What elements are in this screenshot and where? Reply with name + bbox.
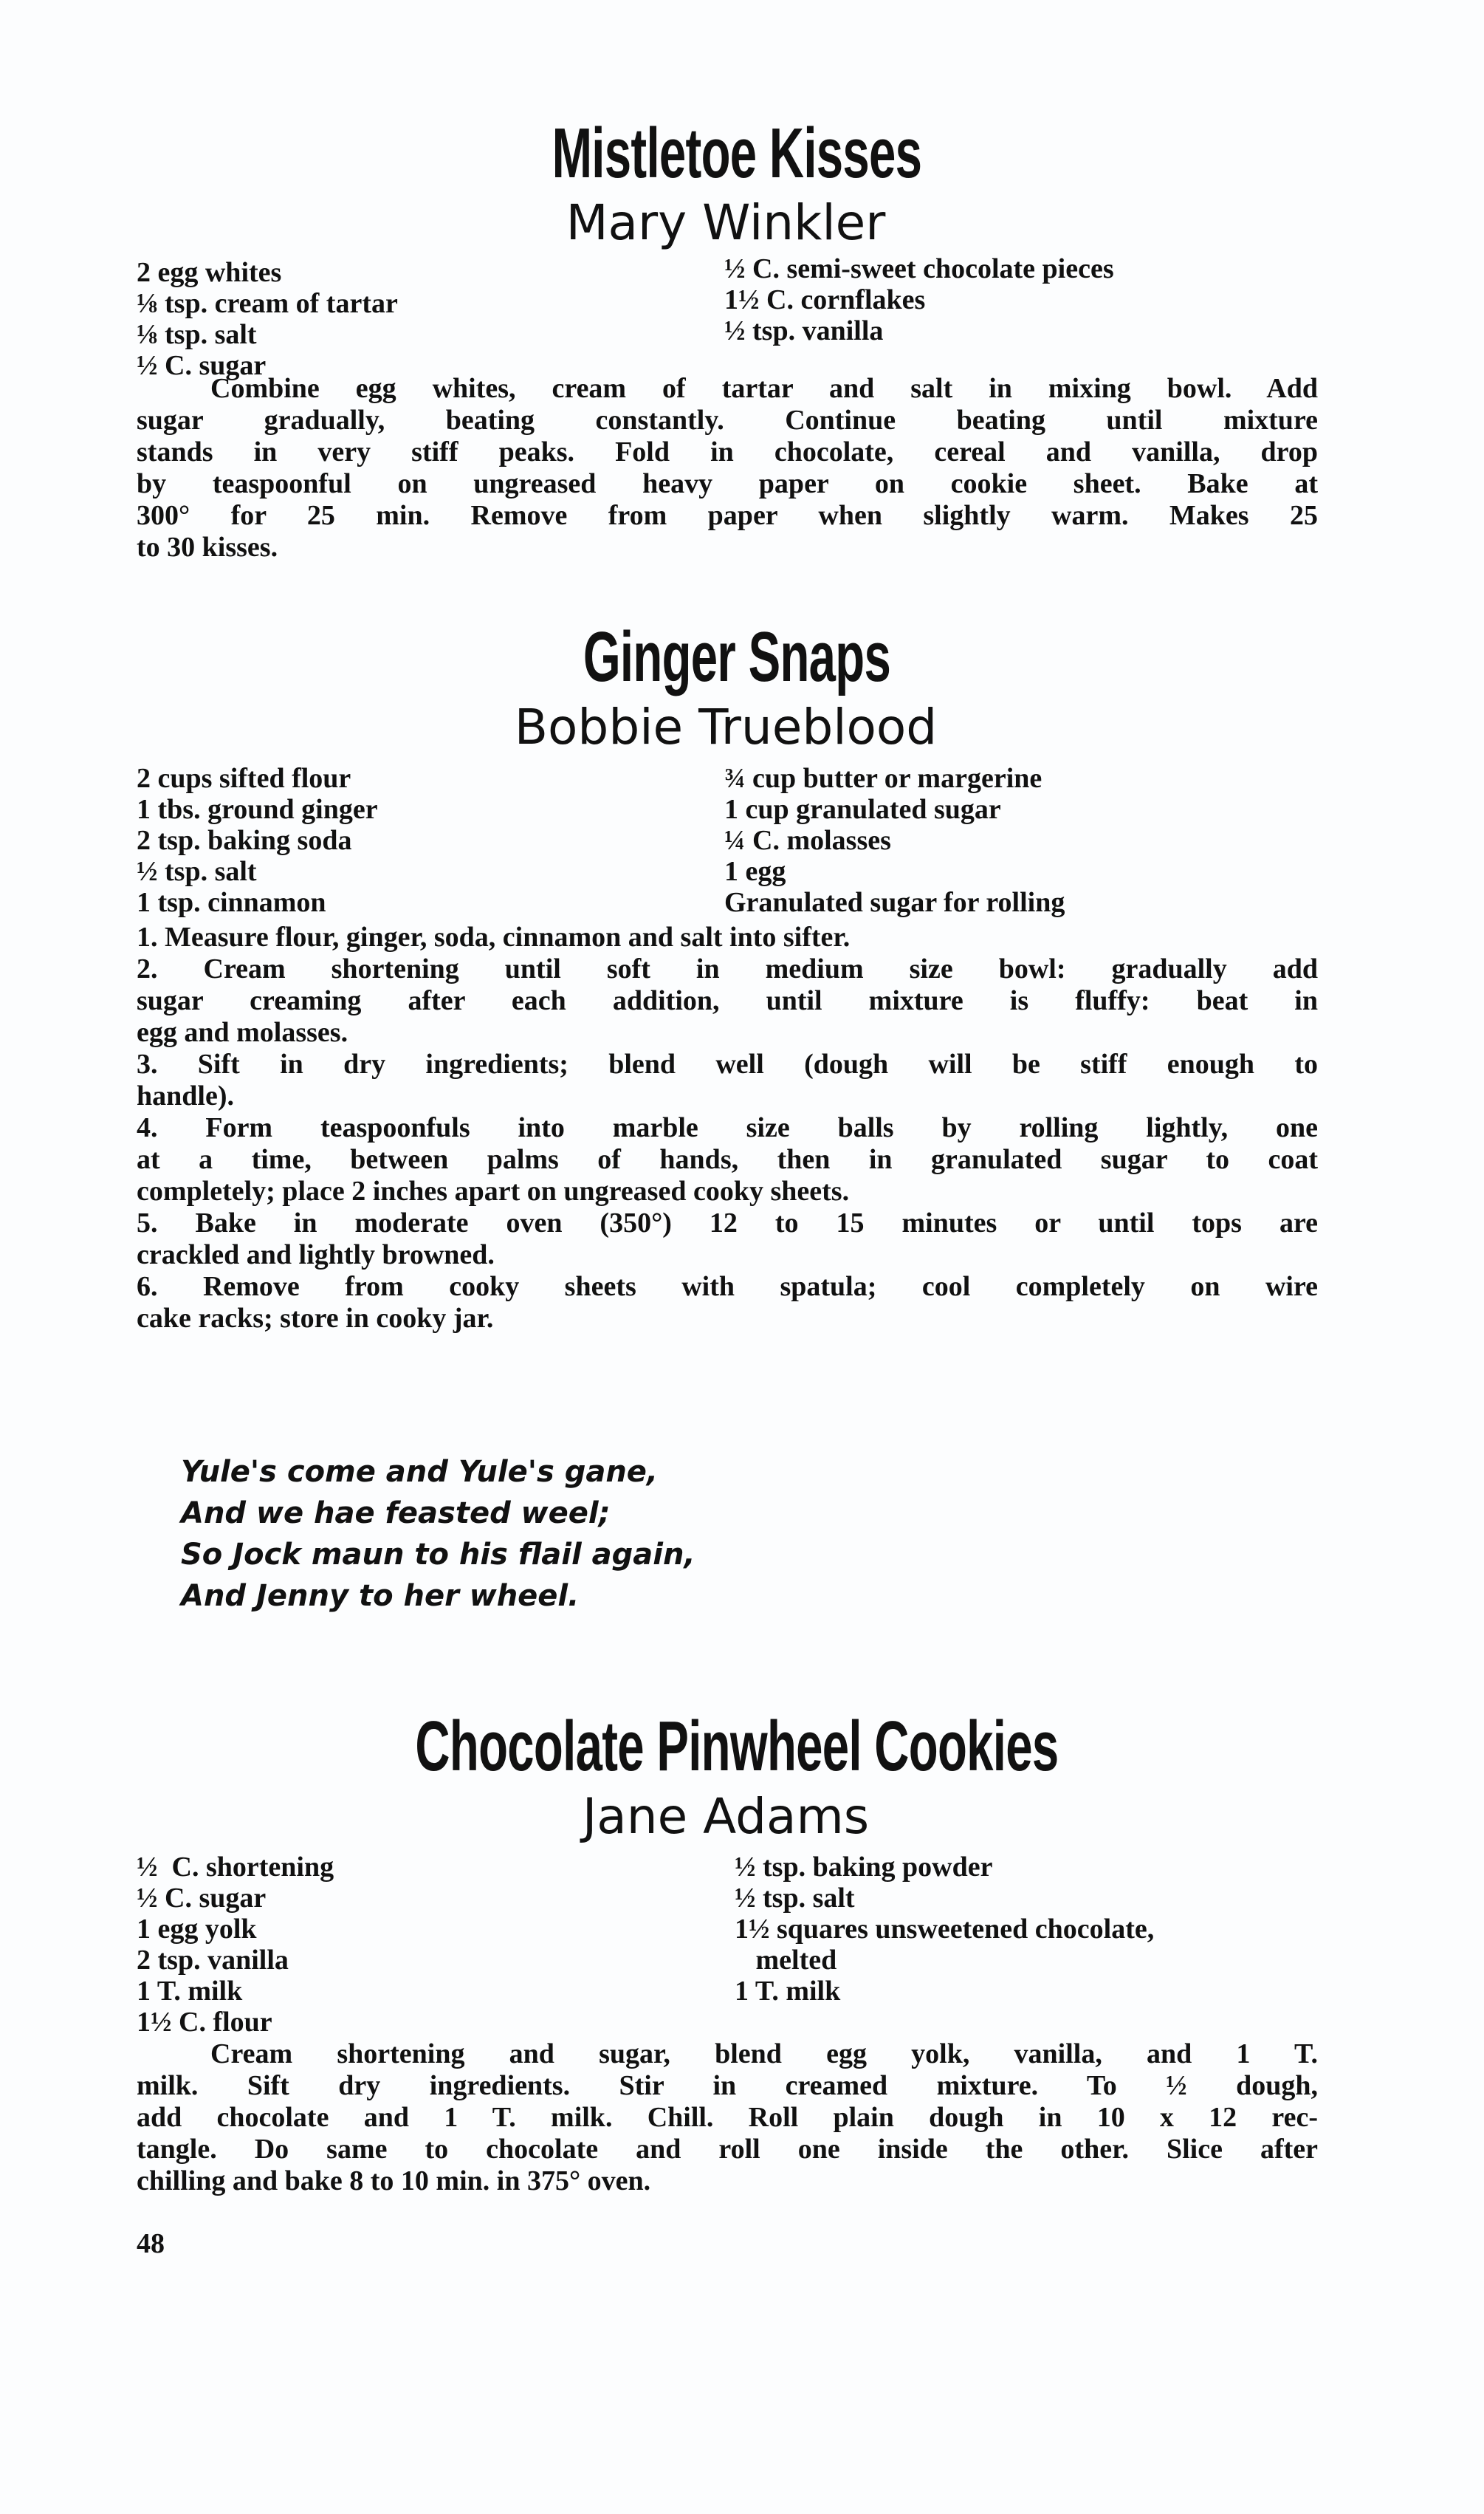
ingredient-item: ½ tsp. salt	[137, 856, 257, 887]
direction-line: Cream shortening and sugar, blend egg yolk, vanilla, and 1 T.	[210, 2038, 1318, 2069]
direction-line: 3. Sift in dry ingredients; blend well (dough will be stiff enough to	[137, 1049, 1318, 1080]
ingredient-item: 1 T. milk	[735, 1976, 841, 2007]
direction-paragraph	[137, 1112, 1318, 1208]
direction-paragraph	[137, 1049, 1318, 1112]
poem-line: And Jenny to her wheel.	[181, 1579, 580, 1613]
ingredients-right	[724, 763, 1065, 918]
ingredient-item: 1 T. milk	[137, 1976, 243, 2007]
ingredients-left	[137, 1852, 334, 2038]
ingredient-item: 1½ C. cornflakes	[724, 284, 926, 315]
ingredient-item: ½ tsp. baking powder	[735, 1852, 993, 1883]
ingredients-right	[724, 253, 1114, 346]
ingredient-item: ¼ C. molasses	[724, 825, 891, 856]
ingredient-item: 2 cups sifted flour	[137, 763, 351, 794]
ingredient-item: ½ tsp. salt	[735, 1883, 855, 1914]
direction-line: 6. Remove from cooky sheets with spatula; cool completely on wire	[137, 1271, 1318, 1302]
ingredient-item: 1½ squares unsweetened chocolate,	[735, 1914, 1155, 1945]
ingredient-item: ½ C. sugar	[137, 350, 267, 381]
direction-line: cake racks; store in cooky jar.	[137, 1303, 494, 1334]
direction-line: Combine egg whites, cream of tartar and salt in mixing bowl. Add	[210, 373, 1318, 404]
ingredient-item: melted	[735, 1945, 837, 1976]
direction-line: 4. Form teaspoonfuls into marble size balls by rolling lightly, one	[137, 1112, 1318, 1143]
recipe-author: Bobbie Trueblood	[514, 699, 938, 756]
ingredient-item: 1 tsp. cinnamon	[137, 887, 326, 918]
recipe-author: Jane Adams	[582, 1788, 870, 1845]
poem-line: So Jock maun to his flail again,	[181, 1538, 695, 1572]
direction-line: chilling and bake 8 to 10 min. in 375° oven.	[137, 2165, 651, 2196]
direction-line: at a time, between palms of hands, then in granulated sugar to coat	[137, 1144, 1318, 1175]
ingredient-item: ½ C. semi-sweet chocolate pieces	[724, 253, 1114, 284]
ingredient-item: 2 egg whites	[137, 257, 282, 288]
recipe-title: Chocolate Pinwheel Cookies	[415, 1707, 1059, 1786]
poem-line: Yule's come and Yule's gane,	[181, 1455, 659, 1489]
ingredient-item: ½ C. sugar	[137, 1883, 267, 1914]
ingredients-left	[137, 257, 398, 381]
ingredient-item: 2 tsp. vanilla	[137, 1945, 289, 1976]
direction-line: to 30 kisses.	[137, 532, 278, 563]
direction-line: handle).	[137, 1080, 234, 1112]
ingredient-item: ¾ cup butter or margerine	[724, 763, 1042, 794]
direction-line: sugar gradually, beating constantly. Continue beating until mixture	[137, 405, 1318, 436]
direction-paragraph	[137, 1208, 1318, 1271]
direction-line: tangle. Do same to chocolate and roll one inside the other. Slice after	[137, 2134, 1318, 2165]
ingredient-item: ½ tsp. vanilla	[724, 315, 884, 346]
direction-line: 5. Bake in moderate oven (350°) 12 to 15 minutes or until tops are	[137, 1208, 1318, 1239]
directions	[137, 922, 1318, 1335]
direction-line: egg and molasses.	[137, 1017, 348, 1048]
direction-line: 1. Measure flour, ginger, soda, cinnamon and salt into sifter.	[137, 922, 851, 953]
direction-line: by teaspoonful on ungreased heavy paper on cookie sheet. Bake at	[137, 468, 1318, 499]
direction-paragraph	[137, 1271, 1318, 1335]
page-number: 48	[137, 2228, 165, 2259]
poem	[181, 1451, 695, 1617]
ingredient-item: 1 cup granulated sugar	[724, 794, 1001, 825]
ingredients-right	[735, 1852, 1154, 2007]
direction-line: stands in very stiff peaks. Fold in chocolate, cereal and vanilla, drop	[137, 436, 1318, 467]
ingredient-item: ⅛ tsp. salt	[137, 319, 257, 350]
direction-line: sugar creaming after each addition, until mixture is fluffy: beat in	[137, 985, 1318, 1016]
ingredient-item: ⅛ tsp. cream of tartar	[137, 288, 398, 319]
direction-line: milk. Sift dry ingredients. Stir in creamed mixture. To ½ dough,	[137, 2070, 1318, 2101]
direction-line: add chocolate and 1 T. milk. Chill. Roll plain dough in 10 x 12 rec-	[137, 2102, 1318, 2133]
direction-line: 2. Cream shortening until soft in medium size bowl: gradually add	[137, 953, 1318, 984]
ingredient-item: ½ C. shortening	[137, 1852, 334, 1883]
recipe-author: Mary Winkler	[566, 194, 886, 251]
direction-paragraph	[137, 922, 1318, 953]
ingredients-left	[137, 763, 378, 918]
direction-line: 300° for 25 min. Remove from paper when slightly warm. Makes 25	[137, 500, 1318, 531]
recipe-title: Mistletoe Kisses	[552, 114, 922, 193]
direction-line: completely; place 2 inches apart on ungreased cooky sheets.	[137, 1176, 850, 1207]
recipe-title: Ginger Snaps	[583, 617, 891, 696]
ingredient-item: 2 tsp. baking soda	[137, 825, 352, 856]
direction-paragraph	[137, 373, 1318, 564]
directions	[137, 373, 1318, 564]
ingredient-item: Granulated sugar for rolling	[724, 887, 1065, 918]
ingredient-item: 1 tbs. ground ginger	[137, 794, 378, 825]
direction-paragraph	[137, 2038, 1318, 2197]
directions	[137, 2038, 1318, 2197]
ingredient-item: 1 egg	[724, 856, 786, 887]
ingredient-item: 1 egg yolk	[137, 1914, 257, 1945]
direction-paragraph	[137, 953, 1318, 1049]
poem-line: And we hae feasted weel;	[181, 1496, 611, 1530]
direction-line: crackled and lightly browned.	[137, 1239, 495, 1270]
ingredient-item: 1½ C. flour	[137, 2007, 272, 2038]
